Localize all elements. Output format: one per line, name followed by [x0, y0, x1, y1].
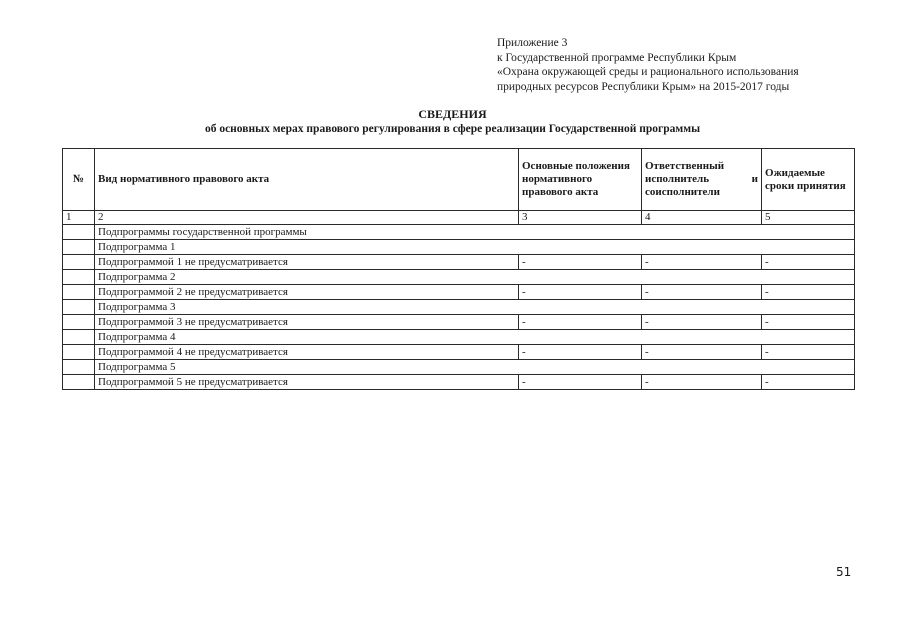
appendix-line: Приложение 3: [497, 37, 568, 49]
subprogram-name: Подпрограмма 5: [95, 360, 855, 375]
header-provisions: Основные положения нормативного правового акта: [519, 149, 642, 211]
document-title: СВЕДЕНИЯ: [418, 107, 487, 121]
deadline-cell: -: [762, 315, 855, 330]
deadline-cell: -: [762, 285, 855, 300]
deadline-cell: -: [762, 255, 855, 270]
header-responsible-line: Ответственный: [645, 160, 725, 172]
subprogram-detail-row: [63, 375, 855, 390]
subprogram-row: [63, 330, 855, 345]
header-deadlines: Ожидаемые сроки принятия: [762, 149, 855, 211]
column-number: 5: [762, 211, 855, 225]
appendix-line: к Государственной программе Республики Крым: [497, 51, 737, 64]
subprogram-name: Подпрограмма 4: [95, 330, 855, 345]
header-responsible: [642, 149, 762, 211]
subprogram-row: [63, 270, 855, 285]
subprogram-detail-row: [63, 315, 855, 330]
header-row: [63, 149, 855, 211]
subprogram-detail-row: [63, 255, 855, 270]
column-number: 1: [63, 211, 95, 225]
empty-cell: [63, 225, 95, 240]
empty-cell: [63, 345, 95, 360]
subprogram-name: Подпрограмма 1: [95, 240, 855, 255]
empty-cell: [63, 300, 95, 315]
page-number: 51: [836, 565, 852, 579]
header-num: №: [63, 149, 95, 211]
provisions-cell: -: [519, 345, 642, 360]
subprogram-row: [63, 360, 855, 375]
subprogram-note: Подпрограммой 1 не предусматривается: [95, 255, 519, 270]
empty-cell: [63, 240, 95, 255]
subprogram-detail-row: [63, 345, 855, 360]
subprogram-name: Подпрограмма 3: [95, 300, 855, 315]
empty-cell: [63, 375, 95, 390]
provisions-cell: -: [519, 375, 642, 390]
provisions-cell: -: [519, 315, 642, 330]
responsible-cell: -: [642, 315, 762, 330]
section-title: Подпрограммы государственной программы: [95, 225, 855, 240]
column-number: 2: [95, 211, 519, 225]
subprogram-row: [63, 300, 855, 315]
responsible-cell: -: [642, 255, 762, 270]
subprogram-row: [63, 240, 855, 255]
section-row: [63, 225, 855, 240]
empty-cell: [63, 330, 95, 345]
subprogram-note: Подпрограммой 3 не предусматривается: [95, 315, 519, 330]
appendix-block: [497, 36, 877, 94]
appendix-line: природных ресурсов Республики Крым» на 2015-2017 годы: [497, 80, 790, 93]
column-number-row: [63, 211, 855, 225]
empty-cell: [63, 315, 95, 330]
empty-cell: [63, 255, 95, 270]
subprogram-name: Подпрограмма 2: [95, 270, 855, 285]
deadline-cell: -: [762, 375, 855, 390]
empty-cell: [63, 285, 95, 300]
empty-cell: [63, 360, 95, 375]
header-responsible-line: исполнитель и: [645, 173, 758, 185]
measures-table: [62, 148, 855, 390]
subprogram-note: Подпрограммой 5 не предусматривается: [95, 375, 519, 390]
provisions-cell: -: [519, 285, 642, 300]
column-number: 3: [519, 211, 642, 225]
subprogram-note: Подпрограммой 2 не предусматривается: [95, 285, 519, 300]
empty-cell: [63, 270, 95, 285]
deadline-cell: -: [762, 345, 855, 360]
responsible-cell: -: [642, 345, 762, 360]
subprogram-detail-row: [63, 285, 855, 300]
column-number: 4: [642, 211, 762, 225]
responsible-cell: -: [642, 285, 762, 300]
appendix-line: «Охрана окружающей среды и рационального использования: [497, 66, 799, 78]
table-body: [63, 211, 855, 390]
document-subtitle: об основных мерах правового регулирования в сфере реализации Государственной программы: [204, 123, 701, 135]
provisions-cell: -: [519, 255, 642, 270]
header-responsible-line: соисполнители: [645, 186, 720, 198]
header-act-type: Вид нормативного правового акта: [95, 149, 519, 211]
responsible-cell: -: [642, 375, 762, 390]
subprogram-note: Подпрограммой 4 не предусматривается: [95, 345, 519, 360]
